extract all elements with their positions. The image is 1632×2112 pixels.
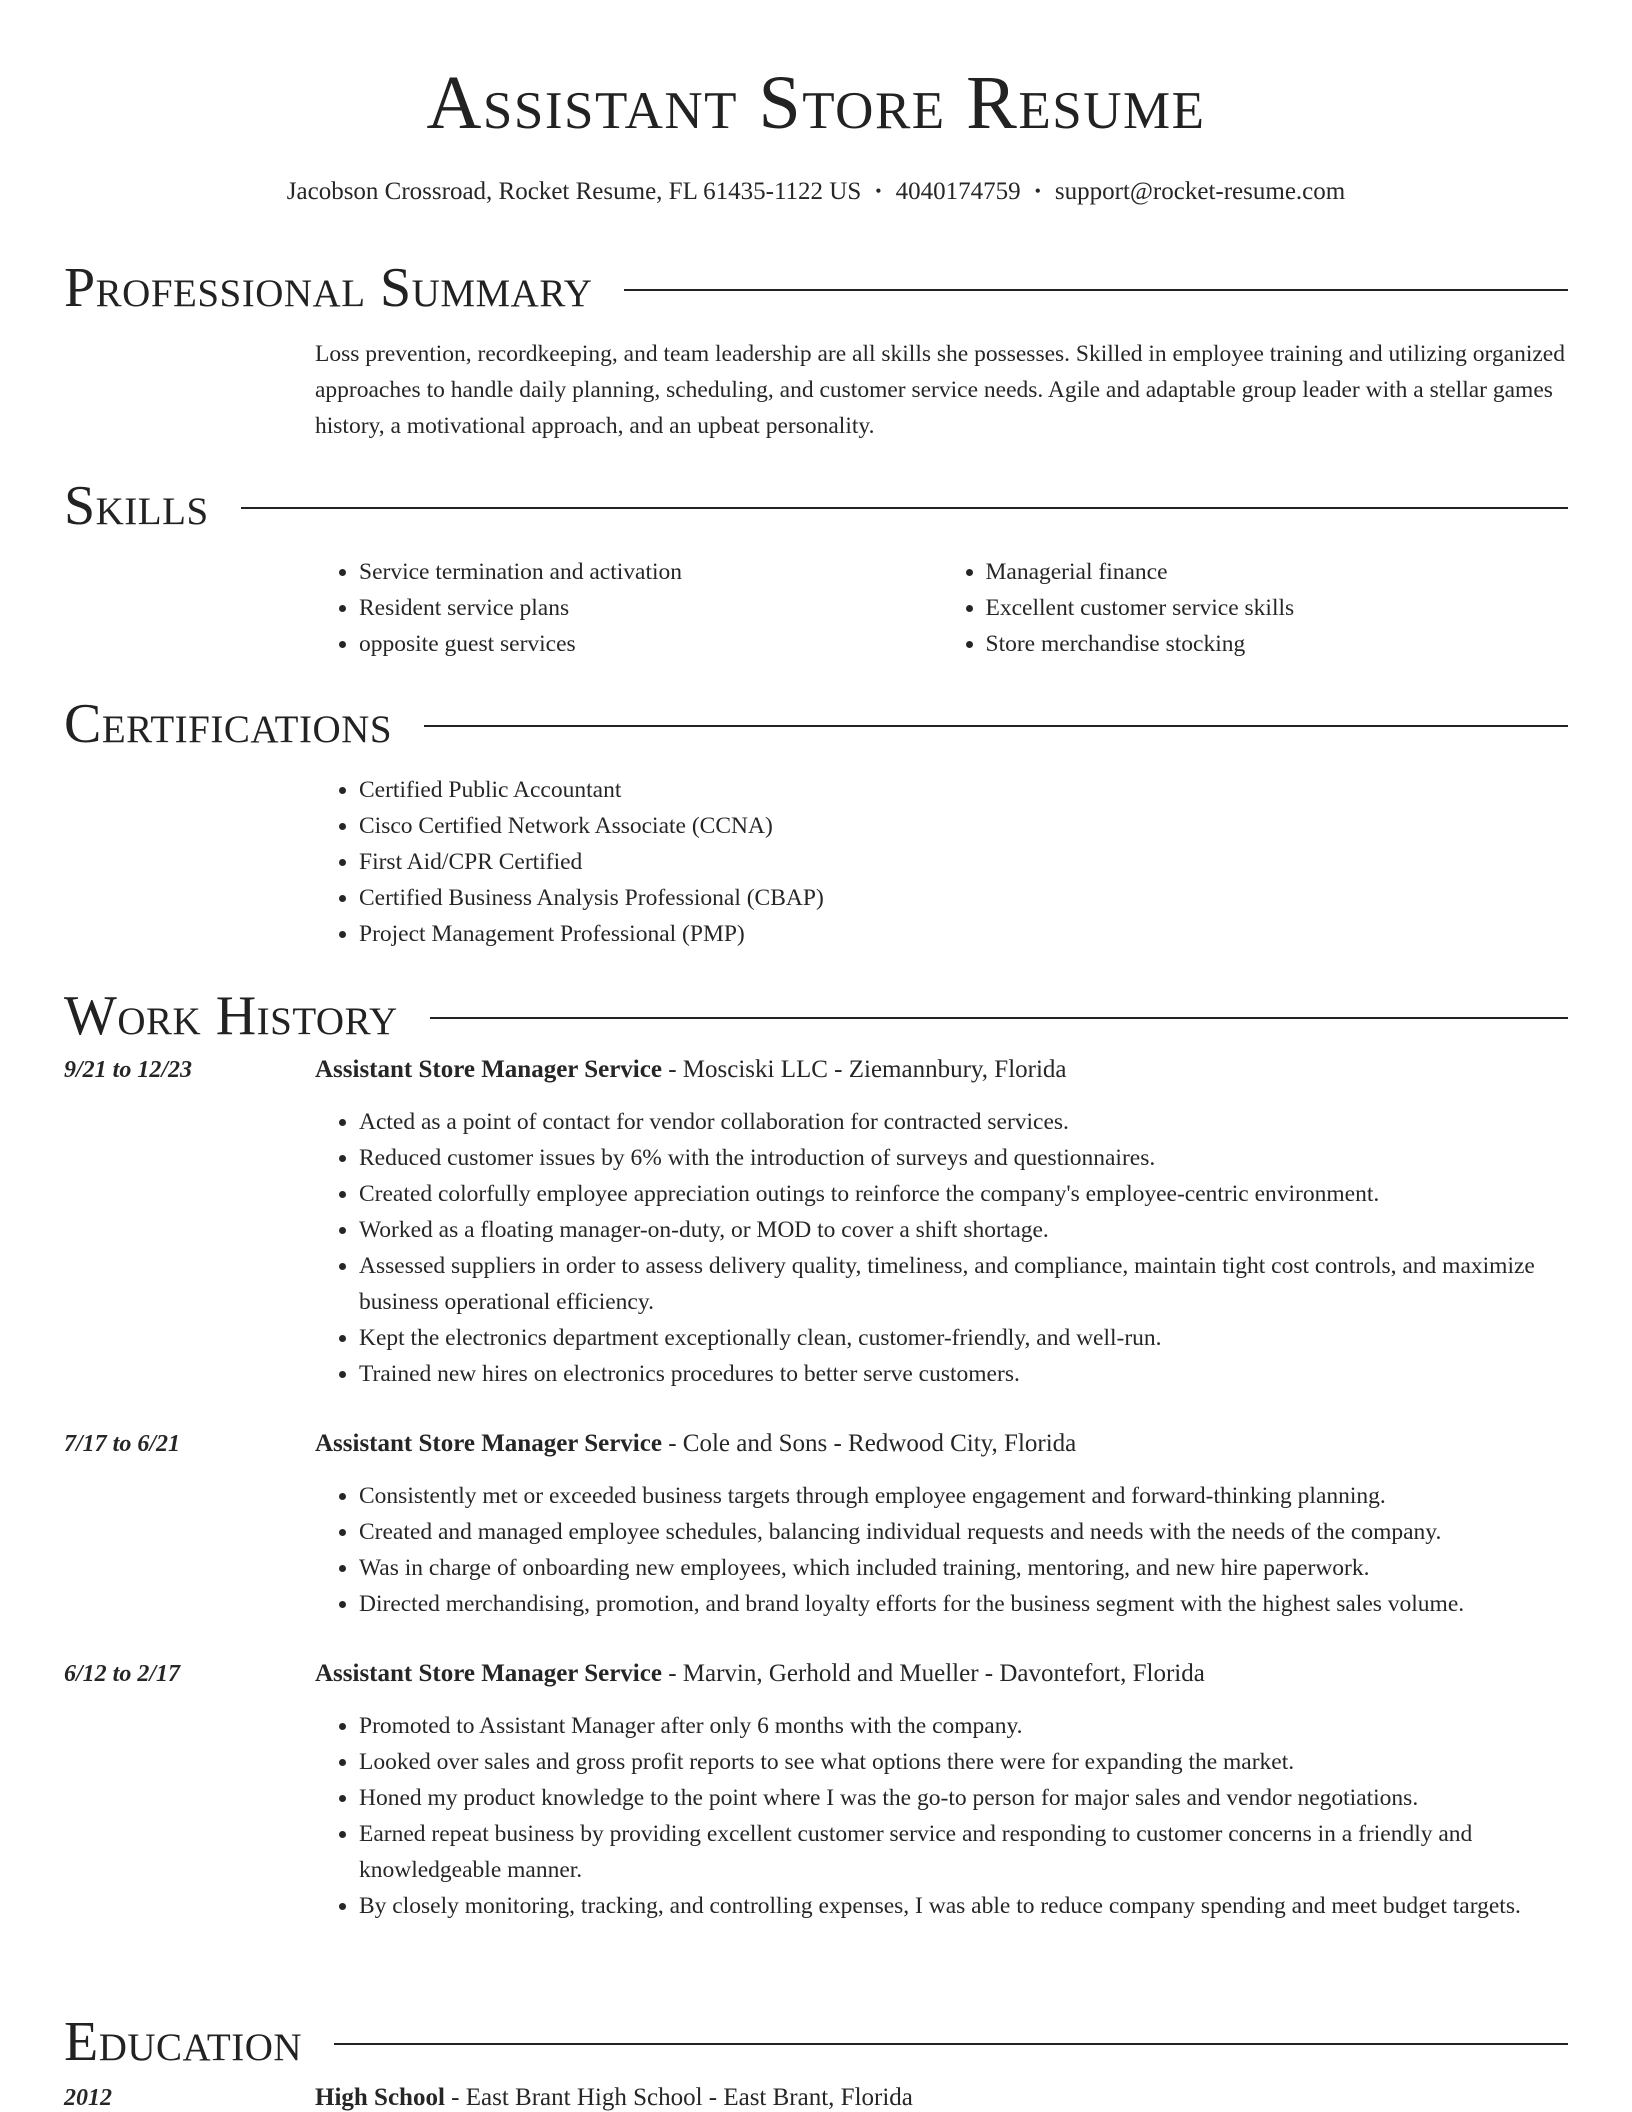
job-entry [64,1052,1568,1392]
job-bullet: • Created and managed employee schedules, balancing individual requests and needs with the needs of the company. [359,1514,1568,1550]
certifications-list [315,772,1568,952]
job-bullet: • Assessed suppliers in order to assess delivery quality, timeliness, and compliance, maintain tight cost controls, and maximize business operational efficiency. [359,1248,1568,1320]
contact-email: support@rocket-resume.com [1054,178,1346,205]
skill-item: • opposite guest services [359,626,942,662]
section-title: Certifications [64,693,393,755]
section-title: Skills [64,475,209,537]
section-divider [624,289,1568,291]
job-bullet: • Consistently met or exceeded business targets through employee engagement and forward-thinking planning. [359,1478,1568,1514]
education-header [64,2012,1568,2072]
job-title: Assistant Store Manager Service [315,1430,662,1457]
skills-right-list [942,554,1569,662]
education-title: High School [315,2084,445,2111]
job-bullet: • Earned repeat business by providing excellent customer service and responding to customer concerns in a friendly and knowledgeable manner. [359,1816,1568,1888]
skills-section [64,476,1568,662]
job-bullet: • Looked over sales and gross profit reports to see what options there were for expanding the market. [359,1744,1568,1780]
skill-item: • Resident service plans [359,590,942,626]
job-heading [315,1426,1568,1462]
education-entry [64,2080,1568,2112]
work-history-header [64,986,1568,1046]
job-dates: 7/17 to 6/21 [64,1431,181,1457]
job-heading [315,1052,1568,1088]
section-divider [424,725,1568,727]
job-entry [64,1656,1568,1924]
skill-item: • Managerial finance [986,554,1569,590]
education-dates: 2012 [64,2085,112,2111]
work-history-section [64,986,1568,1924]
section-divider [241,507,1568,509]
job-dates: 9/21 to 12/23 [64,1057,193,1083]
job-bullet: • Created colorfully employee appreciation outings to reinforce the company's employee-centric environment. [359,1176,1568,1212]
resume-name: Assistant Store Resume [426,61,1206,145]
skills-body [315,536,1568,662]
skill-item: • Store merchandise stocking [986,626,1569,662]
skill-item: • Excellent customer service skills [986,590,1569,626]
skills-left-list [315,554,942,662]
education-school: - East Brant High School - East Brant, Florida [444,2084,913,2111]
job-bullets [315,1088,1568,1392]
job-bullets [315,1692,1568,1924]
certification-item: • Certified Public Accountant [359,772,1568,808]
section-title: Professional Summary [64,257,593,319]
contact-line [0,173,1632,210]
certification-item: • Cisco Certified Network Associate (CCNA) [359,808,1568,844]
summary-text: Loss prevention, recordkeeping, and team leadership are all skills she possesses. Skilled in employee training and utilizing organized approaches to handle daily planning, scheduling, and customer service needs. Agile and adaptable group leader with a stellar games history, a motivational approach, and an upbeat personality. [315,341,1565,439]
certification-item: • Project Management Professional (PMP) [359,916,1568,952]
job-heading [315,1656,1568,1692]
section-divider [334,2043,1568,2045]
contact-address: Jacobson Crossroad, Rocket Resume, FL 61435-1122 US [286,178,862,205]
bullet-separator: • [875,181,882,201]
education-section [64,2012,1568,2112]
job-bullet: • Directed merchandising, promotion, and brand loyalty efforts for the business segment with the highest sales volume. [359,1586,1568,1622]
job-bullet-list [315,1708,1568,1924]
job-bullet: • Acted as a point of contact for vendor collaboration for contracted services. [359,1104,1568,1140]
certification-item: • Certified Business Analysis Professional (CBAP) [359,880,1568,916]
section-title: Education [64,2011,303,2073]
job-company: - Mosciski LLC - Ziemannbury, Florida [661,1056,1067,1083]
section-divider [430,1017,1568,1019]
job-bullet: • Was in charge of onboarding new employees, which included training, mentoring, and new hire paperwork. [359,1550,1568,1586]
summary-section [64,258,1568,444]
job-bullet-list [315,1104,1568,1392]
skill-item: • Service termination and activation [359,554,942,590]
certifications-section [64,694,1568,952]
job-entry [64,1426,1568,1622]
job-title: Assistant Store Manager Service [315,1660,662,1687]
job-bullet: • Trained new hires on electronics procedures to better serve customers. [359,1356,1568,1392]
education-heading [315,2080,1568,2112]
bullet-separator: • [1034,181,1041,201]
job-bullet: • Honed my product knowledge to the point where I was the go-to person for major sales and vendor negotiations. [359,1780,1568,1816]
job-title: Assistant Store Manager Service [315,1056,662,1083]
certification-item: • First Aid/CPR Certified [359,844,1568,880]
contact-phone: 4040174759 [895,178,1021,205]
job-company: - Marvin, Gerhold and Mueller - Davontefort, Florida [661,1660,1205,1687]
skills-grid [315,536,1568,662]
job-dates: 6/12 to 2/17 [64,1661,181,1687]
certifications-body [315,754,1568,952]
job-bullet: • Kept the electronics department exceptionally clean, customer-friendly, and well-run. [359,1320,1568,1356]
job-bullet: • Worked as a floating manager-on-duty, or MOD to cover a shift shortage. [359,1212,1568,1248]
section-title: Work History [64,985,398,1047]
job-bullet: • Reduced customer issues by 6% with the introduction of surveys and questionnaires. [359,1140,1568,1176]
job-bullets [315,1462,1568,1622]
summary-body [315,318,1568,444]
skills-header [64,476,1568,536]
summary-header [64,258,1568,318]
job-bullet-list [315,1478,1568,1622]
job-company: - Cole and Sons - Redwood City, Florida [661,1430,1077,1457]
job-bullet: • By closely monitoring, tracking, and controlling expenses, I was able to reduce company spending and meet budget targets. [359,1888,1568,1924]
job-bullet: • Promoted to Assistant Manager after only 6 months with the company. [359,1708,1568,1744]
certifications-header [64,694,1568,754]
